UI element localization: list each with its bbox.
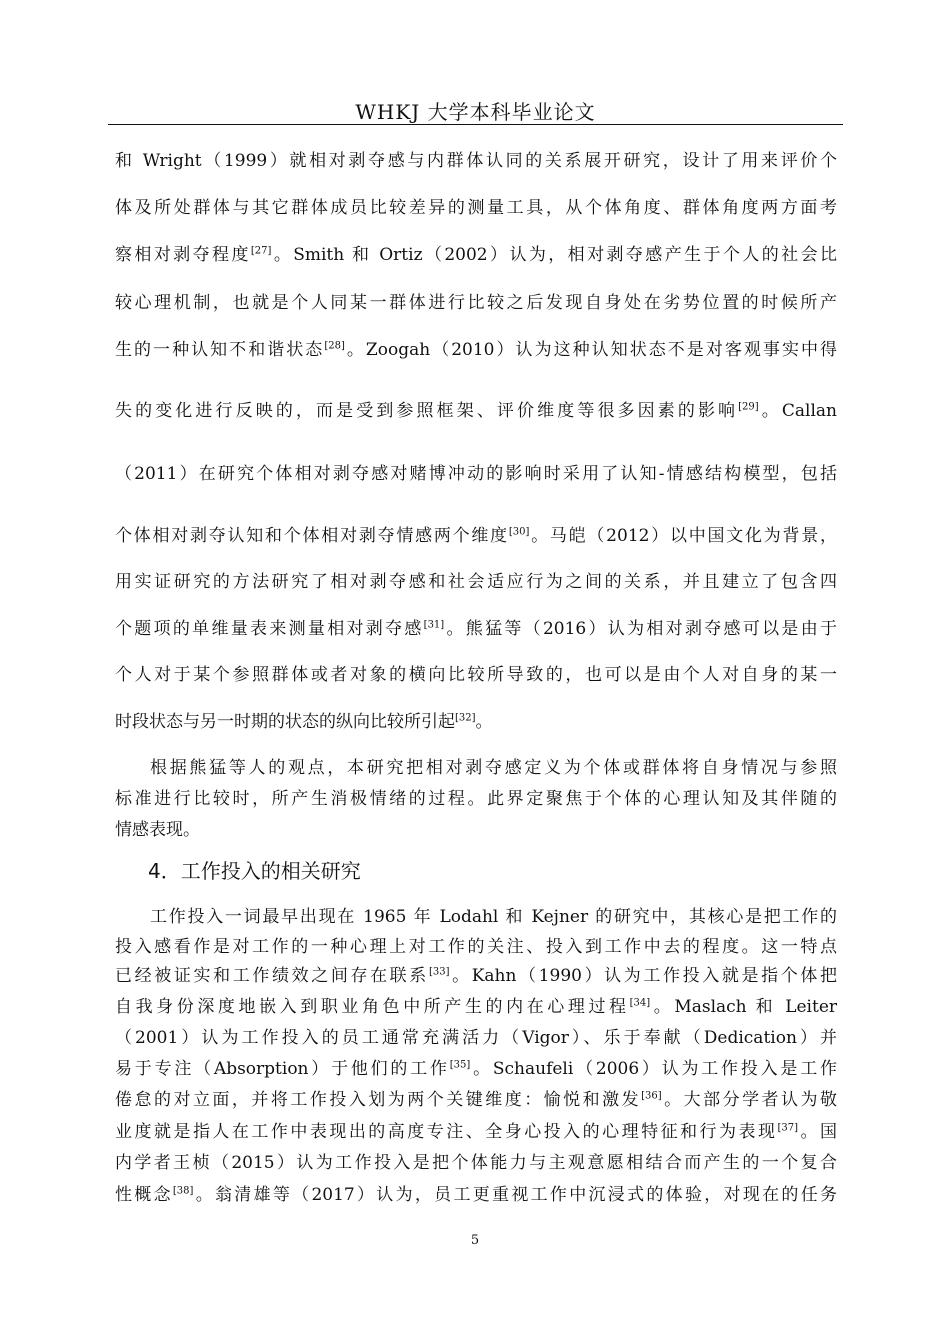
- text-line: [115, 1054, 837, 1079]
- text-line: [115, 1117, 837, 1142]
- text-segment: 。翁清雄等（2017）认为，员工更重视工作中沉浸式的体验，对现在的任务: [193, 1185, 837, 1205]
- text-segment: 失的变化进行反映的，而是受到参照框架、评价维度等很多因素的影响: [115, 401, 739, 421]
- text-segment: 。Schaufeli（2006）认为工作投入是工作: [470, 1059, 837, 1079]
- citation-marker: [34]: [629, 997, 651, 1009]
- text-segment: 倦怠的对立面，并将工作投入划为两个关键维度：愉悦和激发: [115, 1090, 642, 1110]
- text-segment: 生的一种认知不和谐状态: [115, 340, 325, 360]
- text-line: [115, 707, 837, 732]
- text-segment: 性概念: [115, 1185, 173, 1205]
- text-segment: 。大部分学者认为敬: [661, 1090, 838, 1110]
- text-line: [115, 614, 837, 639]
- text-segment: 。马皑（2012）以中国文化为背景，: [529, 526, 838, 546]
- text-line: 根据熊猛等人的观点，本研究把相对剥夺感定义为个体或群体将自身情况与参照: [150, 758, 837, 778]
- text-segment: （2011）在研究个体相对剥夺感对赌博冲动的影响时采用了认知-情感结构模型，包括: [115, 464, 837, 484]
- text-segment: 。Kahn（1990）认为工作投入就是指个体把: [449, 966, 838, 986]
- text-segment: 内学者王桢（2015）认为工作投入是把个体能力与主观意愿相结合而产生的一个复合: [115, 1153, 837, 1173]
- text-line: [115, 459, 837, 484]
- text-segment: 业度就是指人在工作中表现出的高度专注、全身心投入的心理特征和行为表现: [115, 1122, 778, 1142]
- citation-marker: [37]: [777, 1122, 799, 1134]
- text-line: [115, 992, 837, 1017]
- text-line: 标准进行比较时，所产生消极情绪的过程。此界定聚焦于个体的心理认知及其伴随的: [115, 789, 837, 809]
- text-line: [115, 932, 837, 957]
- text-segment: 。国: [798, 1122, 838, 1142]
- text-segment: 。Smith 和 Ortiz（2002）认为，相对剥夺感产生于个人的社会比: [271, 245, 838, 265]
- citation-marker: [32]: [455, 712, 476, 724]
- citation-marker: [27]: [250, 245, 272, 257]
- text-segment: 用实证研究的方法研究了相对剥夺感和社会适应行为之间的关系，并且建立了包含四: [115, 572, 837, 592]
- text-segment: 易于专注（Absorption）于他们的工作: [115, 1059, 450, 1079]
- text-line: [115, 660, 837, 685]
- citation-marker: [35]: [449, 1059, 471, 1071]
- citation-marker: [31]: [423, 619, 445, 631]
- text-line: [150, 902, 837, 927]
- citation-marker: [36]: [641, 1090, 662, 1102]
- citation-marker: [30]: [508, 526, 530, 538]
- text-line: [115, 193, 837, 218]
- text-segment: 。Callan: [758, 401, 837, 421]
- text-segment: 工作投入一词最早出现在 1965 年 Lodahl 和 Kejner 的研究中，其核心是把工作的: [150, 907, 837, 927]
- text-segment: 。熊猛等（2016）认为相对剥夺感可以是由于: [444, 619, 838, 639]
- text-line: 情感表现。: [115, 820, 200, 840]
- text-line: [115, 335, 837, 360]
- text-line: [115, 567, 837, 592]
- text-line: [115, 1085, 837, 1110]
- text-segment: 。Zoogah（2010）认为这种认知状态不是对客观事实中得: [344, 340, 838, 360]
- text-segment: 。: [475, 712, 493, 732]
- text-line: [115, 1148, 837, 1173]
- text-segment: 较心理机制，也就是个人同某一群体进行比较之后发现自身处在劣势位置的时候所产: [115, 293, 837, 313]
- text-line: [115, 1180, 837, 1205]
- text-segment: 自我身份深度地嵌入到职业角色中所产生的内在心理过程: [115, 997, 630, 1017]
- text-segment: 投入感看作是对工作的一种心理上对工作的关注、投入到工作中去的程度。这一特点: [115, 937, 837, 957]
- section-heading: 4．工作投入的相关研究: [148, 859, 361, 883]
- text-segment: 个人对于某个参照群体或者对象的横向比较所导致的，也可以是由个人对自身的某一: [115, 665, 837, 685]
- text-line: [115, 288, 837, 313]
- running-header: WHKJ 大学本科毕业论文: [355, 100, 596, 124]
- text-segment: 个体相对剥夺认知和个体相对剥夺情感两个维度: [115, 526, 509, 546]
- text-line: [115, 240, 837, 265]
- text-line: [115, 1023, 837, 1048]
- text-segment: 。Maslach 和 Leiter: [650, 997, 838, 1017]
- text-segment: （2001）认为工作投入的员工通常充满活力（Vigor）、乐于奉献（Dedication）并: [115, 1028, 837, 1048]
- text-segment: 时段状态与另一时期的状态的纵向比较所引起: [115, 712, 455, 732]
- text-line: [115, 146, 837, 171]
- text-line: [115, 521, 837, 546]
- text-segment: 已经被证实和工作绩效之间存在联系: [115, 966, 429, 986]
- citation-marker: [33]: [428, 966, 450, 978]
- text-line: [115, 961, 837, 986]
- text-segment: 和 Wright（1999）就相对剥夺感与内群体认同的关系展开研究，设计了用来评价个: [115, 151, 837, 171]
- text-segment: 体及所处群体与其它群体成员比较差异的测量工具，从个体角度、群体角度两方面考: [115, 198, 837, 218]
- text-segment: 个题项的单维量表来测量相对剥夺感: [115, 619, 424, 639]
- citation-marker: [29]: [738, 401, 759, 413]
- text-line: [115, 396, 837, 421]
- page-number: 5: [470, 1233, 480, 1248]
- header-divider: [108, 124, 843, 125]
- citation-marker: [28]: [324, 340, 345, 352]
- citation-marker: [38]: [172, 1185, 194, 1197]
- text-segment: 察相对剥夺程度: [115, 245, 251, 265]
